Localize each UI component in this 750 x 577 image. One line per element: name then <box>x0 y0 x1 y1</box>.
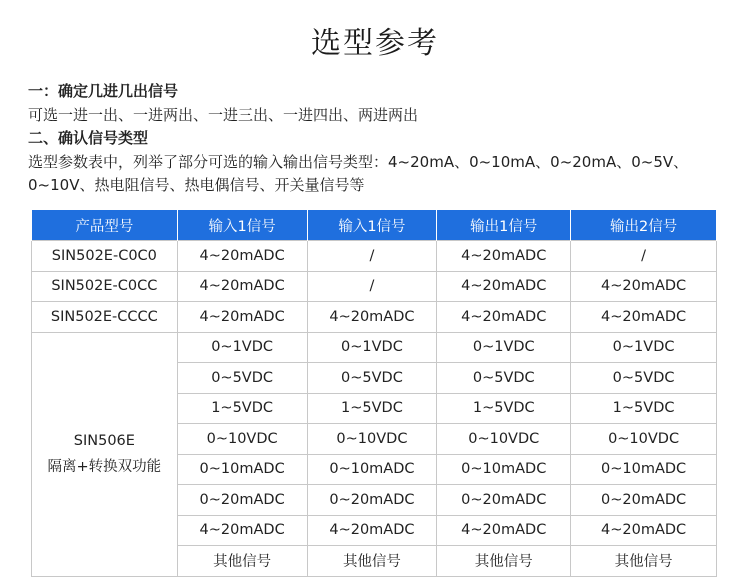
signal-cell: 0~1VDC <box>437 332 571 363</box>
merged-model-name: SIN506E <box>73 433 135 449</box>
signal-cell: 1~5VDC <box>177 393 307 424</box>
table-body <box>32 241 717 577</box>
table-row <box>32 271 717 302</box>
signal-cell: 0~20mADC <box>307 485 437 516</box>
model-cell: SIN502E-CCCC <box>32 302 178 333</box>
signal-cell: 0~5VDC <box>307 363 437 394</box>
model-cell: SIN502E-C0CC <box>32 271 178 302</box>
step-2-text-line-2: 0~10V、热电阻信号、热电偶信号、开关量信号等 <box>28 176 365 194</box>
step-1-text: 可选一进一出、一进两出、一进三出、一进四出、两进两出 <box>28 105 419 124</box>
signal-cell: 4~20mADC <box>307 302 437 333</box>
header-output-1: 输出1信号 <box>437 210 571 241</box>
signal-cell: 0~10mADC <box>437 454 571 485</box>
signal-cell: 4~20mADC <box>571 515 717 546</box>
signal-cell: 4~20mADC <box>307 515 437 546</box>
header-output-2: 输出2信号 <box>571 210 717 241</box>
signal-cell: 0~1VDC <box>177 332 307 363</box>
signal-cell: 其他信号 <box>437 546 571 577</box>
signal-cell: 4~20mADC <box>437 515 571 546</box>
signal-cell: / <box>307 271 437 302</box>
signal-cell: 其他信号 <box>571 546 717 577</box>
signal-cell: 4~20mADC <box>571 302 717 333</box>
signal-cell: 1~5VDC <box>307 393 437 424</box>
signal-cell: 0~5VDC <box>571 363 717 394</box>
signal-cell: 0~20mADC <box>437 485 571 516</box>
signal-cell: 4~20mADC <box>177 302 307 333</box>
signal-cell: 其他信号 <box>177 546 307 577</box>
signal-cell: 4~20mADC <box>437 241 571 272</box>
header-input-2: 输入1信号 <box>307 210 437 241</box>
signal-cell: 0~20mADC <box>571 485 717 516</box>
signal-cell: 0~10mADC <box>177 454 307 485</box>
signal-cell: 4~20mADC <box>437 302 571 333</box>
signal-cell: 0~10VDC <box>307 424 437 455</box>
signal-cell: 4~20mADC <box>177 515 307 546</box>
signal-cell: 4~20mADC <box>177 271 307 302</box>
step-1-heading: 一：确定几进几出信号 <box>28 82 179 100</box>
table-header-row <box>32 210 717 241</box>
signal-cell: 0~10VDC <box>177 424 307 455</box>
header-input-1: 输入1信号 <box>177 210 307 241</box>
signal-cell: 1~5VDC <box>571 393 717 424</box>
signal-cell: / <box>571 241 717 272</box>
step-2-heading: 二、确认信号类型 <box>28 129 149 147</box>
signal-cell: 0~20mADC <box>177 485 307 516</box>
signal-cell: 4~20mADC <box>437 271 571 302</box>
signal-cell: 其他信号 <box>307 546 437 577</box>
signal-cell: 4~20mADC <box>571 271 717 302</box>
intro-section <box>28 80 738 198</box>
merged-model-desc: 隔离+转换双功能 <box>47 459 162 475</box>
signal-cell: 0~5VDC <box>177 363 307 394</box>
signal-cell: 1~5VDC <box>437 393 571 424</box>
table-row <box>32 241 717 272</box>
signal-cell: / <box>307 241 437 272</box>
step-2-text-line-1: 选型参数表中，列举了部分可选的输入输出信号类型：4~20mA、0~10mA、0~20mA、0~5V、 <box>28 152 689 171</box>
selection-table <box>31 210 717 577</box>
page-title: 选型参考 <box>311 26 439 61</box>
signal-cell: 0~10VDC <box>571 424 717 455</box>
signal-cell: 4~20mADC <box>177 241 307 272</box>
signal-cell: 0~5VDC <box>437 363 571 394</box>
table-row <box>32 332 717 363</box>
signal-cell: 0~10mADC <box>571 454 717 485</box>
signal-cell: 0~1VDC <box>571 332 717 363</box>
model-cell: SIN502E-C0C0 <box>32 241 178 272</box>
signal-cell: 0~10mADC <box>307 454 437 485</box>
signal-cell: 0~10VDC <box>437 424 571 455</box>
header-model: 产品型号 <box>32 210 178 241</box>
table-row <box>32 302 717 333</box>
merged-model-cell <box>32 332 178 576</box>
signal-cell: 0~1VDC <box>307 332 437 363</box>
